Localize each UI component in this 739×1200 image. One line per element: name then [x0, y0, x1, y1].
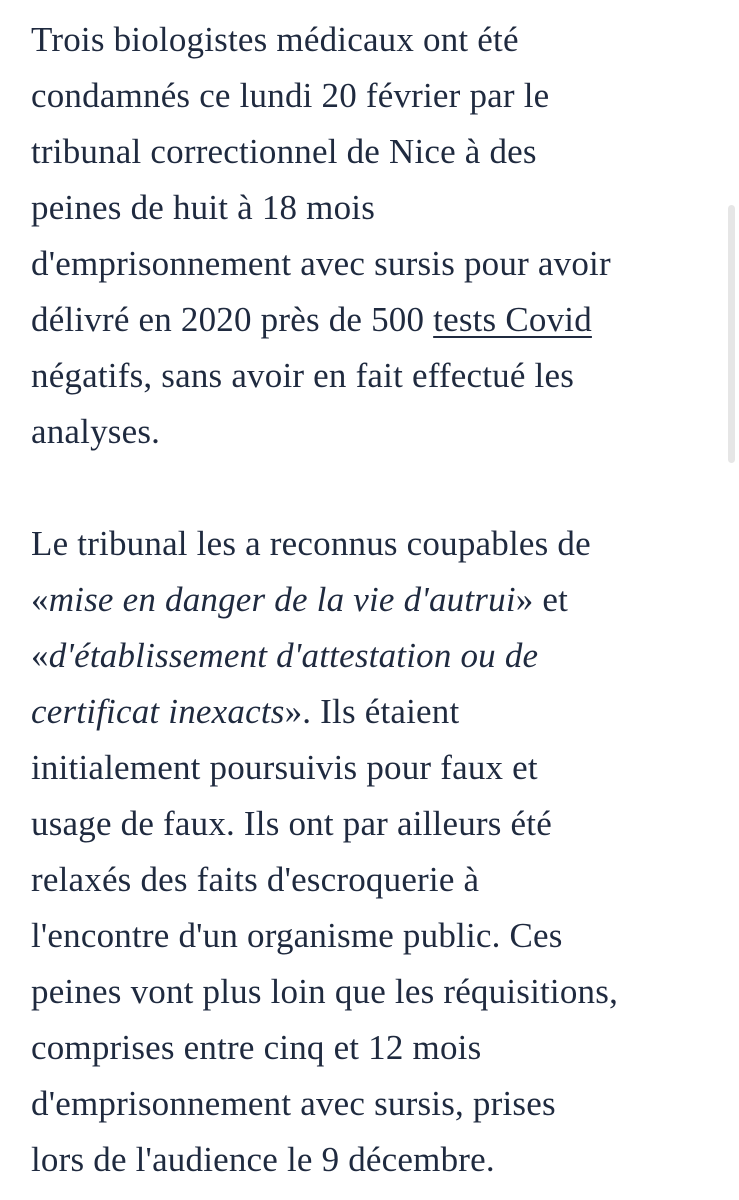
paragraph-1 [31, 12, 721, 460]
text-line: usage de faux. Ils ont par ailleurs été [31, 804, 552, 843]
text-line [31, 684, 721, 740]
tests-covid-link[interactable]: tests Covid [433, 300, 592, 339]
quote-open: « [31, 636, 49, 675]
quoted-charge: d'établissement d'attestation ou de [48, 636, 539, 675]
quote-open: « [31, 580, 49, 619]
text-segment: ». Ils étaient [284, 692, 460, 731]
text-line: l'encontre d'un organisme public. Ces [31, 916, 563, 955]
quoted-charge: mise en danger de la vie d'autrui [48, 580, 516, 619]
text-line: Le tribunal les a reconnus coupables de [31, 524, 591, 563]
text-line: d'emprisonnement avec sursis, prises [31, 1084, 556, 1123]
text-line: peines vont plus loin que les réquisitions, [31, 972, 619, 1011]
text-line: analyses. [31, 412, 161, 451]
text-line: d'emprisonnement avec sursis pour avoir [31, 244, 611, 283]
text-line: initialement poursuivis pour faux et [31, 748, 538, 787]
text-line [31, 572, 721, 628]
text-line: condamnés ce lundi 20 février par le [31, 76, 550, 115]
text-line: Trois biologistes médicaux ont été [31, 20, 519, 59]
text-segment: » et [515, 580, 569, 619]
text-line: négatifs, sans avoir en fait effectué les [31, 356, 575, 395]
text-line: lors de l'audience le 9 décembre. [31, 1140, 495, 1179]
quoted-charge: certificat inexacts [31, 692, 285, 731]
text-line [31, 292, 721, 348]
text-line: tribunal correctionnel de Nice à des [31, 132, 537, 171]
text-segment: délivré en 2020 près de 500 [31, 300, 434, 339]
text-line: peines de huit à 18 mois [31, 188, 376, 227]
scrollbar[interactable] [728, 205, 735, 463]
text-line [31, 628, 721, 684]
text-line: relaxés des faits d'escroquerie à [31, 860, 480, 899]
article-body [31, 12, 721, 1188]
text-line: comprises entre cinq et 12 mois [31, 1028, 482, 1067]
paragraph-2 [31, 516, 721, 1188]
